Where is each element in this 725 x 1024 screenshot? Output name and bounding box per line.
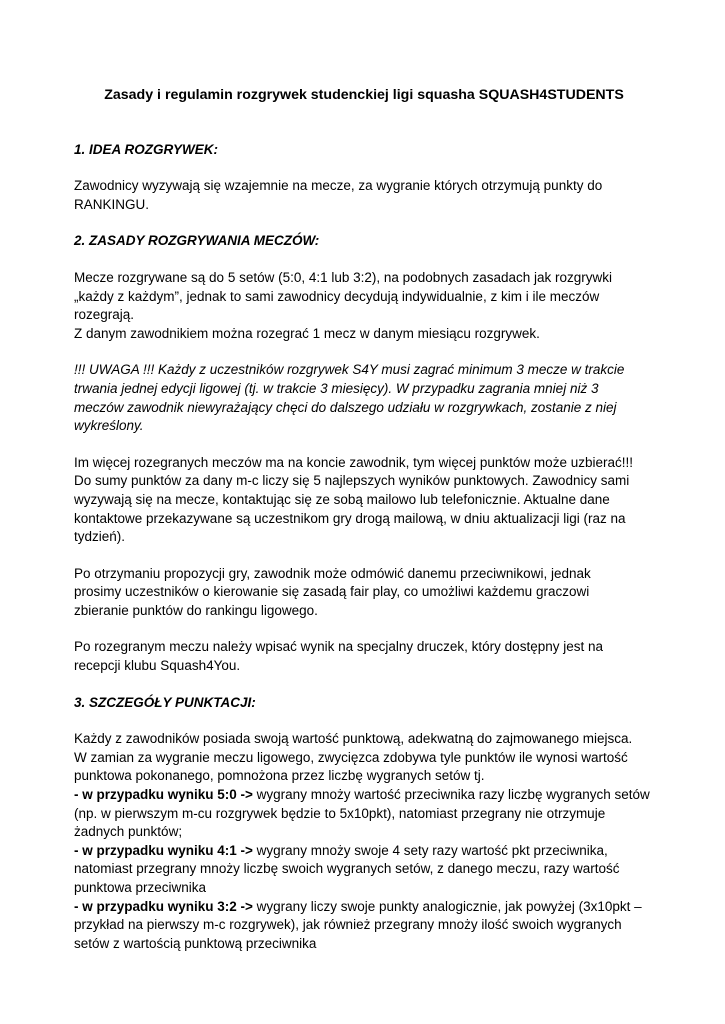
text-line: Mecze rozgrywane są do 5 setów (5:0, 4:1 lub 3:2), na podobnych zasadach jak rozgrywki — [74, 269, 613, 285]
rule-4-1-label: - w przypadku wyniku 4:1 -> — [74, 842, 253, 858]
section-2-paragraph-1 — [74, 269, 654, 343]
text-line: recepcji klubu Squash4You. — [74, 658, 241, 674]
text-line: punktowa pokonanego, pomnożona przez liczbę wygranych setów tj. — [74, 768, 485, 784]
text-line: rozegrają. — [74, 307, 135, 323]
text-line: RANKINGU. — [74, 196, 150, 212]
rule-5-0-label: - w przypadku wyniku 5:0 -> — [74, 787, 253, 803]
text-line: Z danym zawodnikiem można rozegrać 1 mecz w danym miesiącu rozgrywek. — [74, 325, 540, 341]
text-line: „każdy z każdym”, jednak to sami zawodnicy decydują indywidualnie, z kim i ile meczów — [74, 288, 600, 304]
text-line: Zawodnicy wyzywają się wzajemnie na mecze, za wygranie których otrzymują punkty do — [74, 178, 603, 194]
document-page — [74, 86, 654, 953]
text-line: meczów zawodnik niewyrażający chęci do dalszego udziału w rozgrywkach, zostanie z niej — [74, 399, 617, 415]
text-line: Każdy z zawodników posiada swoją wartość punktową, adekwatną do zajmowanego miejsca. — [74, 731, 633, 747]
section-2-heading: 2. ZASADY ROZGRYWANIA MECZÓW: — [74, 233, 320, 249]
text-line: trwania jednej edycji ligowej (tj. w trakcie 3 miesięcy). W przypadku zagrania mniej niż 3 — [74, 380, 599, 396]
section-2-paragraph-2 — [74, 454, 654, 547]
section-3-body — [74, 730, 654, 953]
text-line: natomiast przegrany mnoży liczbę swoich wygranych setów, z danego meczu, razy wartość — [74, 861, 620, 877]
text-line: prosimy uczestników o kierowanie się zasadą fair play, co umożliwi każdemu graczowi — [74, 584, 590, 600]
text-line: Im więcej rozegranych meczów ma na koncie zawodnik, tym więcej punktów może uzbierać!!! — [74, 454, 633, 470]
section-1-heading: 1. IDEA ROZGRYWEK: — [74, 141, 219, 157]
text-line: Po otrzymaniu propozycji gry, zawodnik może odmówić danemu przeciwnikowi, jednak — [74, 565, 591, 581]
section-1-paragraph — [74, 177, 654, 214]
rule-4-1-text: wygrany mnoży swoje 4 sety razy wartość pkt przeciwnika, — [252, 842, 608, 858]
section-2-paragraph-4 — [74, 638, 654, 675]
warning-paragraph — [74, 361, 654, 435]
text-line: zbieranie punktów do rankingu ligowego. — [74, 602, 318, 618]
text-line: W zamian za wygranie meczu ligowego, zwycięzca zdobywa tyle punktów ile wynosi wartość — [74, 749, 628, 765]
text-line: przykład na pierwszy m-c rozgrywek), jak również przegrany mnoży ilość swoich wygranych — [74, 917, 622, 933]
rule-3-2-text: wygrany liczy swoje punkty analogicznie, jak powyżej (3x10pkt – — [252, 898, 642, 914]
rule-5-0-text: wygrany mnoży wartość przeciwnika razy liczbę wygranych setów — [252, 787, 650, 803]
document-title: Zasady i regulamin rozgrywek studenckiej ligi squasha SQUASH4STUDENTS — [104, 87, 624, 103]
text-line: kontaktowe przekazywane są uczestnikom gry drogą mailową, w dniu aktualizacji ligi (raz na — [74, 510, 626, 526]
text-line: !!! UWAGA !!! Każdy z uczestników rozgrywek S4Y musi zagrać minimum 3 mecze w trakcie — [74, 362, 625, 378]
rule-3-2-line-1 — [74, 898, 654, 917]
text-line: wykreślony. — [74, 418, 144, 434]
rule-5-0-line-1 — [74, 786, 654, 805]
text-line: tydzień). — [74, 529, 126, 545]
rule-4-1-line-1 — [74, 842, 654, 861]
text-line: wyzywają się na mecze, kontaktując się ze sobą mailowo lub telefonicznie. Aktualne dane — [74, 491, 610, 507]
section-2-paragraph-3 — [74, 565, 654, 621]
text-line: punktowa przeciwnika — [74, 880, 207, 895]
text-line: (np. w pierwszym m-cu rozgrywek będzie to 5x10pkt), natomiast przegrany nie otrzymuje — [74, 805, 606, 821]
text-line: Po rozegranym meczu należy wpisać wynik na specjalny druczek, który dostępny jest na — [74, 639, 603, 655]
text-line: żadnych punktów; — [74, 824, 183, 840]
text-line: setów z wartością punktową przeciwnika — [74, 935, 317, 951]
text-line: Do sumy punktów za dany m-c liczy się 5 najlepszych wyników punktowych. Zawodnicy sami — [74, 473, 630, 489]
section-3-heading: 3. SZCZEGÓŁY PUNKTACJI: — [74, 694, 256, 710]
rule-3-2-label: - w przypadku wyniku 3:2 -> — [74, 898, 253, 914]
